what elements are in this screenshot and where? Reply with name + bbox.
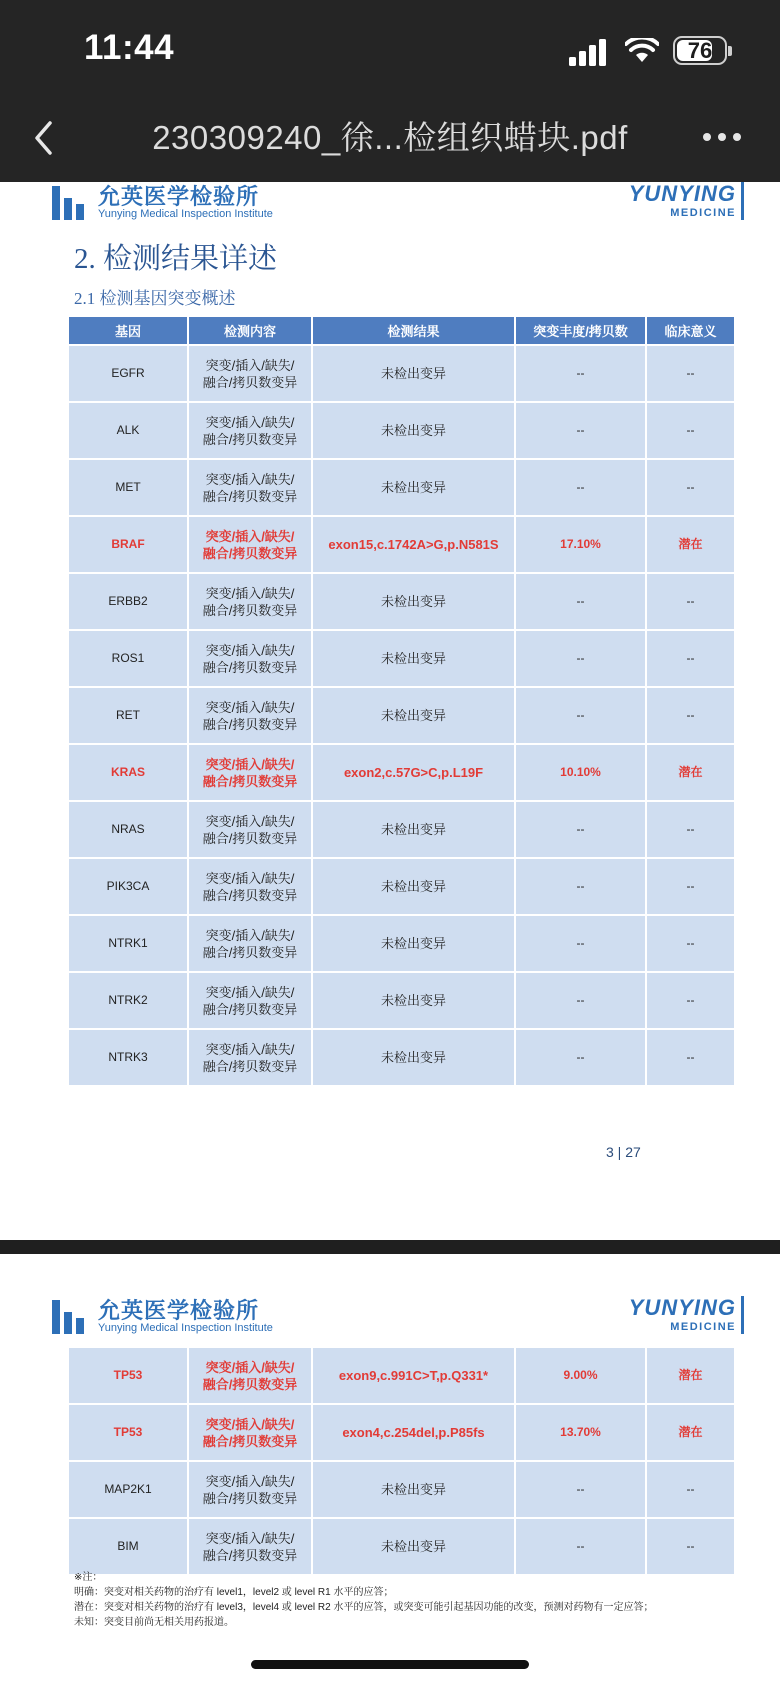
gene-mutation-table [67, 315, 736, 1087]
result-cell: 未检出变异 [312, 402, 515, 459]
significance-cell: -- [646, 858, 735, 915]
institute-name-cn: 允英医学检验所 [98, 1298, 260, 1323]
table-row [68, 1518, 735, 1575]
content-line: 突变/插入/缺失/ [205, 813, 295, 829]
content-cell [188, 459, 312, 516]
gene-cell: BRAF [68, 516, 188, 573]
table-row [68, 687, 735, 744]
gene-cell: TP53 [68, 1404, 188, 1461]
content-line: 融合/拷贝数变异 [202, 431, 298, 447]
abundance-cell: -- [515, 858, 646, 915]
gene-cell: KRAS [68, 744, 188, 801]
institute-name-en: Yunying Medical Inspection Institute [98, 208, 273, 220]
brand-name: YUNYING [628, 182, 736, 206]
result-cell: 未检出变异 [312, 972, 515, 1029]
section-title: 2. 检测结果详述 [74, 243, 278, 275]
abundance-cell: -- [515, 1461, 646, 1518]
abundance-cell: 10.10% [515, 744, 646, 801]
gene-cell: TP53 [68, 1347, 188, 1404]
content-cell [188, 687, 312, 744]
abundance-cell: -- [515, 459, 646, 516]
table-row [68, 1029, 735, 1086]
back-button[interactable] [30, 118, 60, 158]
gene-cell: NTRK3 [68, 1029, 188, 1086]
abundance-cell: -- [515, 630, 646, 687]
content-line: 融合/拷贝数变异 [202, 1001, 298, 1017]
significance-cell: -- [646, 630, 735, 687]
brand-subtitle: MEDICINE [670, 207, 736, 219]
result-cell: 未检出变异 [312, 630, 515, 687]
status-time: 11:44 [84, 28, 175, 67]
home-indicator[interactable] [251, 1660, 529, 1669]
page-separator [0, 1240, 780, 1254]
footnote-line: 潜在：突变对相关药物的治疗有 level3，level4 或 level R2 水平的应答，或突变可能引起基因功能的改变，预测对药物有一定应答； [74, 1602, 654, 1613]
content-cell [188, 1029, 312, 1086]
content-cell [188, 801, 312, 858]
content-cell [188, 345, 312, 402]
content-line: 突变/插入/缺失/ [205, 585, 295, 601]
content-line: 突变/插入/缺失/ [205, 528, 295, 544]
significance-cell: -- [646, 801, 735, 858]
table-row [68, 573, 735, 630]
significance-cell: -- [646, 1461, 735, 1518]
result-cell: 未检出变异 [312, 801, 515, 858]
table-row [68, 516, 735, 573]
result-cell: 未检出变异 [312, 915, 515, 972]
abundance-cell: 17.10% [515, 516, 646, 573]
gene-cell: ALK [68, 402, 188, 459]
abundance-cell: -- [515, 687, 646, 744]
table-row [68, 1347, 735, 1404]
brand-name: YUNYING [628, 1295, 736, 1320]
content-line: 融合/拷贝数变异 [202, 716, 298, 732]
content-cell [188, 1404, 312, 1461]
cellular-signal-icon [569, 38, 609, 66]
content-line: 突变/插入/缺失/ [205, 1041, 295, 1057]
column-header-content: 检测内容 [188, 316, 312, 345]
result-cell: 未检出变异 [312, 573, 515, 630]
content-cell [188, 1518, 312, 1575]
table-header-row [68, 316, 735, 345]
brand-subtitle: MEDICINE [670, 1321, 736, 1333]
content-line: 突变/插入/缺失/ [205, 357, 295, 373]
pdf-page [0, 182, 780, 1240]
gene-cell: ROS1 [68, 630, 188, 687]
footnote-line: 未知：突变目前尚无相关用药报道。 [74, 1617, 234, 1628]
content-line: 融合/拷贝数变异 [202, 944, 298, 960]
column-header-significance: 临床意义 [646, 316, 735, 345]
gene-cell: PIK3CA [68, 858, 188, 915]
significance-cell: 潜在 [646, 1404, 735, 1461]
result-cell: exon9,c.991C>T,p.Q331* [312, 1347, 515, 1404]
table-row [68, 630, 735, 687]
abundance-cell: -- [515, 573, 646, 630]
gene-cell: NTRK1 [68, 915, 188, 972]
result-cell: 未检出变异 [312, 345, 515, 402]
result-cell: exon2,c.57G>C,p.L19F [312, 744, 515, 801]
table-row [68, 402, 735, 459]
content-line: 融合/拷贝数变异 [202, 773, 298, 789]
significance-cell: -- [646, 573, 735, 630]
abundance-cell: -- [515, 345, 646, 402]
significance-cell: -- [646, 345, 735, 402]
content-cell [188, 573, 312, 630]
logo-bars-icon [52, 182, 88, 220]
abundance-cell: -- [515, 801, 646, 858]
abundance-cell: -- [515, 1518, 646, 1575]
content-line: 突变/插入/缺失/ [205, 1530, 295, 1546]
table-row [68, 744, 735, 801]
content-line: 融合/拷贝数变异 [202, 1490, 298, 1506]
subsection-title: 2.1 检测基因突变概述 [74, 289, 236, 308]
significance-cell: -- [646, 972, 735, 1029]
content-cell [188, 402, 312, 459]
content-line: 突变/插入/缺失/ [205, 642, 295, 658]
result-cell: 未检出变异 [312, 687, 515, 744]
content-cell [188, 630, 312, 687]
gene-cell: MAP2K1 [68, 1461, 188, 1518]
institute-name-cn: 允英医学检验所 [98, 184, 260, 209]
gene-cell: NTRK2 [68, 972, 188, 1029]
wifi-icon [625, 38, 659, 64]
footnote-line: 明确：突变对相关药物的治疗有 level1，level2 或 level R1 水平的应答； [74, 1587, 394, 1598]
gene-cell: NRAS [68, 801, 188, 858]
content-line: 融合/拷贝数变异 [202, 374, 298, 390]
more-options-button[interactable] [703, 133, 743, 143]
content-cell [188, 1347, 312, 1404]
table-row [68, 1404, 735, 1461]
result-cell: exon15,c.1742A>G,p.N581S [312, 516, 515, 573]
result-cell: 未检出变异 [312, 858, 515, 915]
content-cell [188, 1461, 312, 1518]
app-header [0, 0, 780, 182]
abundance-cell: -- [515, 402, 646, 459]
abundance-cell: 13.70% [515, 1404, 646, 1461]
result-cell: exon4,c.254del,p.P85fs [312, 1404, 515, 1461]
content-line: 融合/拷贝数变异 [202, 659, 298, 675]
gene-cell: MET [68, 459, 188, 516]
institute-name-en: Yunying Medical Inspection Institute [98, 1322, 273, 1334]
content-line: 融合/拷贝数变异 [202, 488, 298, 504]
content-line: 融合/拷贝数变异 [202, 1058, 298, 1074]
content-line: 融合/拷贝数变异 [202, 545, 298, 561]
gene-cell: RET [68, 687, 188, 744]
content-cell [188, 744, 312, 801]
significance-cell: -- [646, 915, 735, 972]
content-line: 融合/拷贝数变异 [202, 1433, 298, 1449]
table-row [68, 972, 735, 1029]
logo-bars-icon [52, 1296, 88, 1334]
pdf-page [0, 1254, 780, 1688]
significance-cell: 潜在 [646, 744, 735, 801]
battery-icon [673, 36, 727, 65]
significance-cell: 潜在 [646, 516, 735, 573]
significance-cell: -- [646, 1518, 735, 1575]
content-line: 融合/拷贝数变异 [202, 887, 298, 903]
significance-cell: -- [646, 1029, 735, 1086]
significance-cell: 潜在 [646, 1347, 735, 1404]
content-cell [188, 516, 312, 573]
significance-cell: -- [646, 459, 735, 516]
table-row [68, 345, 735, 402]
gene-mutation-table-continued [67, 1346, 736, 1576]
column-header-abundance: 突变丰度/拷贝数 [515, 316, 646, 345]
content-line: 突变/插入/缺失/ [205, 699, 295, 715]
content-line: 融合/拷贝数变异 [202, 602, 298, 618]
column-header-gene: 基因 [68, 316, 188, 345]
content-line: 突变/插入/缺失/ [205, 984, 295, 1000]
content-line: 突变/插入/缺失/ [205, 471, 295, 487]
content-cell [188, 915, 312, 972]
column-header-result: 检测结果 [312, 316, 515, 345]
result-cell: 未检出变异 [312, 1461, 515, 1518]
abundance-cell: -- [515, 1029, 646, 1086]
brand-logo [629, 182, 736, 220]
result-cell: 未检出变异 [312, 459, 515, 516]
content-line: 突变/插入/缺失/ [205, 927, 295, 943]
battery-level: 76 [687, 38, 713, 63]
content-line: 突变/插入/缺失/ [205, 756, 295, 772]
abundance-cell: -- [515, 972, 646, 1029]
content-cell [188, 858, 312, 915]
content-line: 突变/插入/缺失/ [205, 1416, 295, 1432]
result-cell: 未检出变异 [312, 1518, 515, 1575]
result-cell: 未检出变异 [312, 1029, 515, 1086]
table-row [68, 459, 735, 516]
content-cell [188, 972, 312, 1029]
content-line: 突变/插入/缺失/ [205, 870, 295, 886]
significance-cell: -- [646, 687, 735, 744]
significance-cell: -- [646, 402, 735, 459]
footnote-line: ※注： [74, 1572, 103, 1583]
gene-cell: BIM [68, 1518, 188, 1575]
table-row [68, 1461, 735, 1518]
content-line: 突变/插入/缺失/ [205, 414, 295, 430]
table-row [68, 915, 735, 972]
gene-cell: EGFR [68, 345, 188, 402]
document-title: 230309240_徐...检组织蜡块.pdf [152, 119, 628, 156]
gene-cell: ERBB2 [68, 573, 188, 630]
table-row [68, 801, 735, 858]
content-line: 突变/插入/缺失/ [205, 1359, 295, 1375]
brand-logo [629, 1296, 736, 1334]
content-line: 突变/插入/缺失/ [205, 1473, 295, 1489]
content-line: 融合/拷贝数变异 [202, 830, 298, 846]
content-line: 融合/拷贝数变异 [202, 1376, 298, 1392]
abundance-cell: -- [515, 915, 646, 972]
table-row [68, 858, 735, 915]
page-number: 3 | 27 [606, 1144, 641, 1160]
abundance-cell: 9.00% [515, 1347, 646, 1404]
content-line: 融合/拷贝数变异 [202, 1547, 298, 1563]
